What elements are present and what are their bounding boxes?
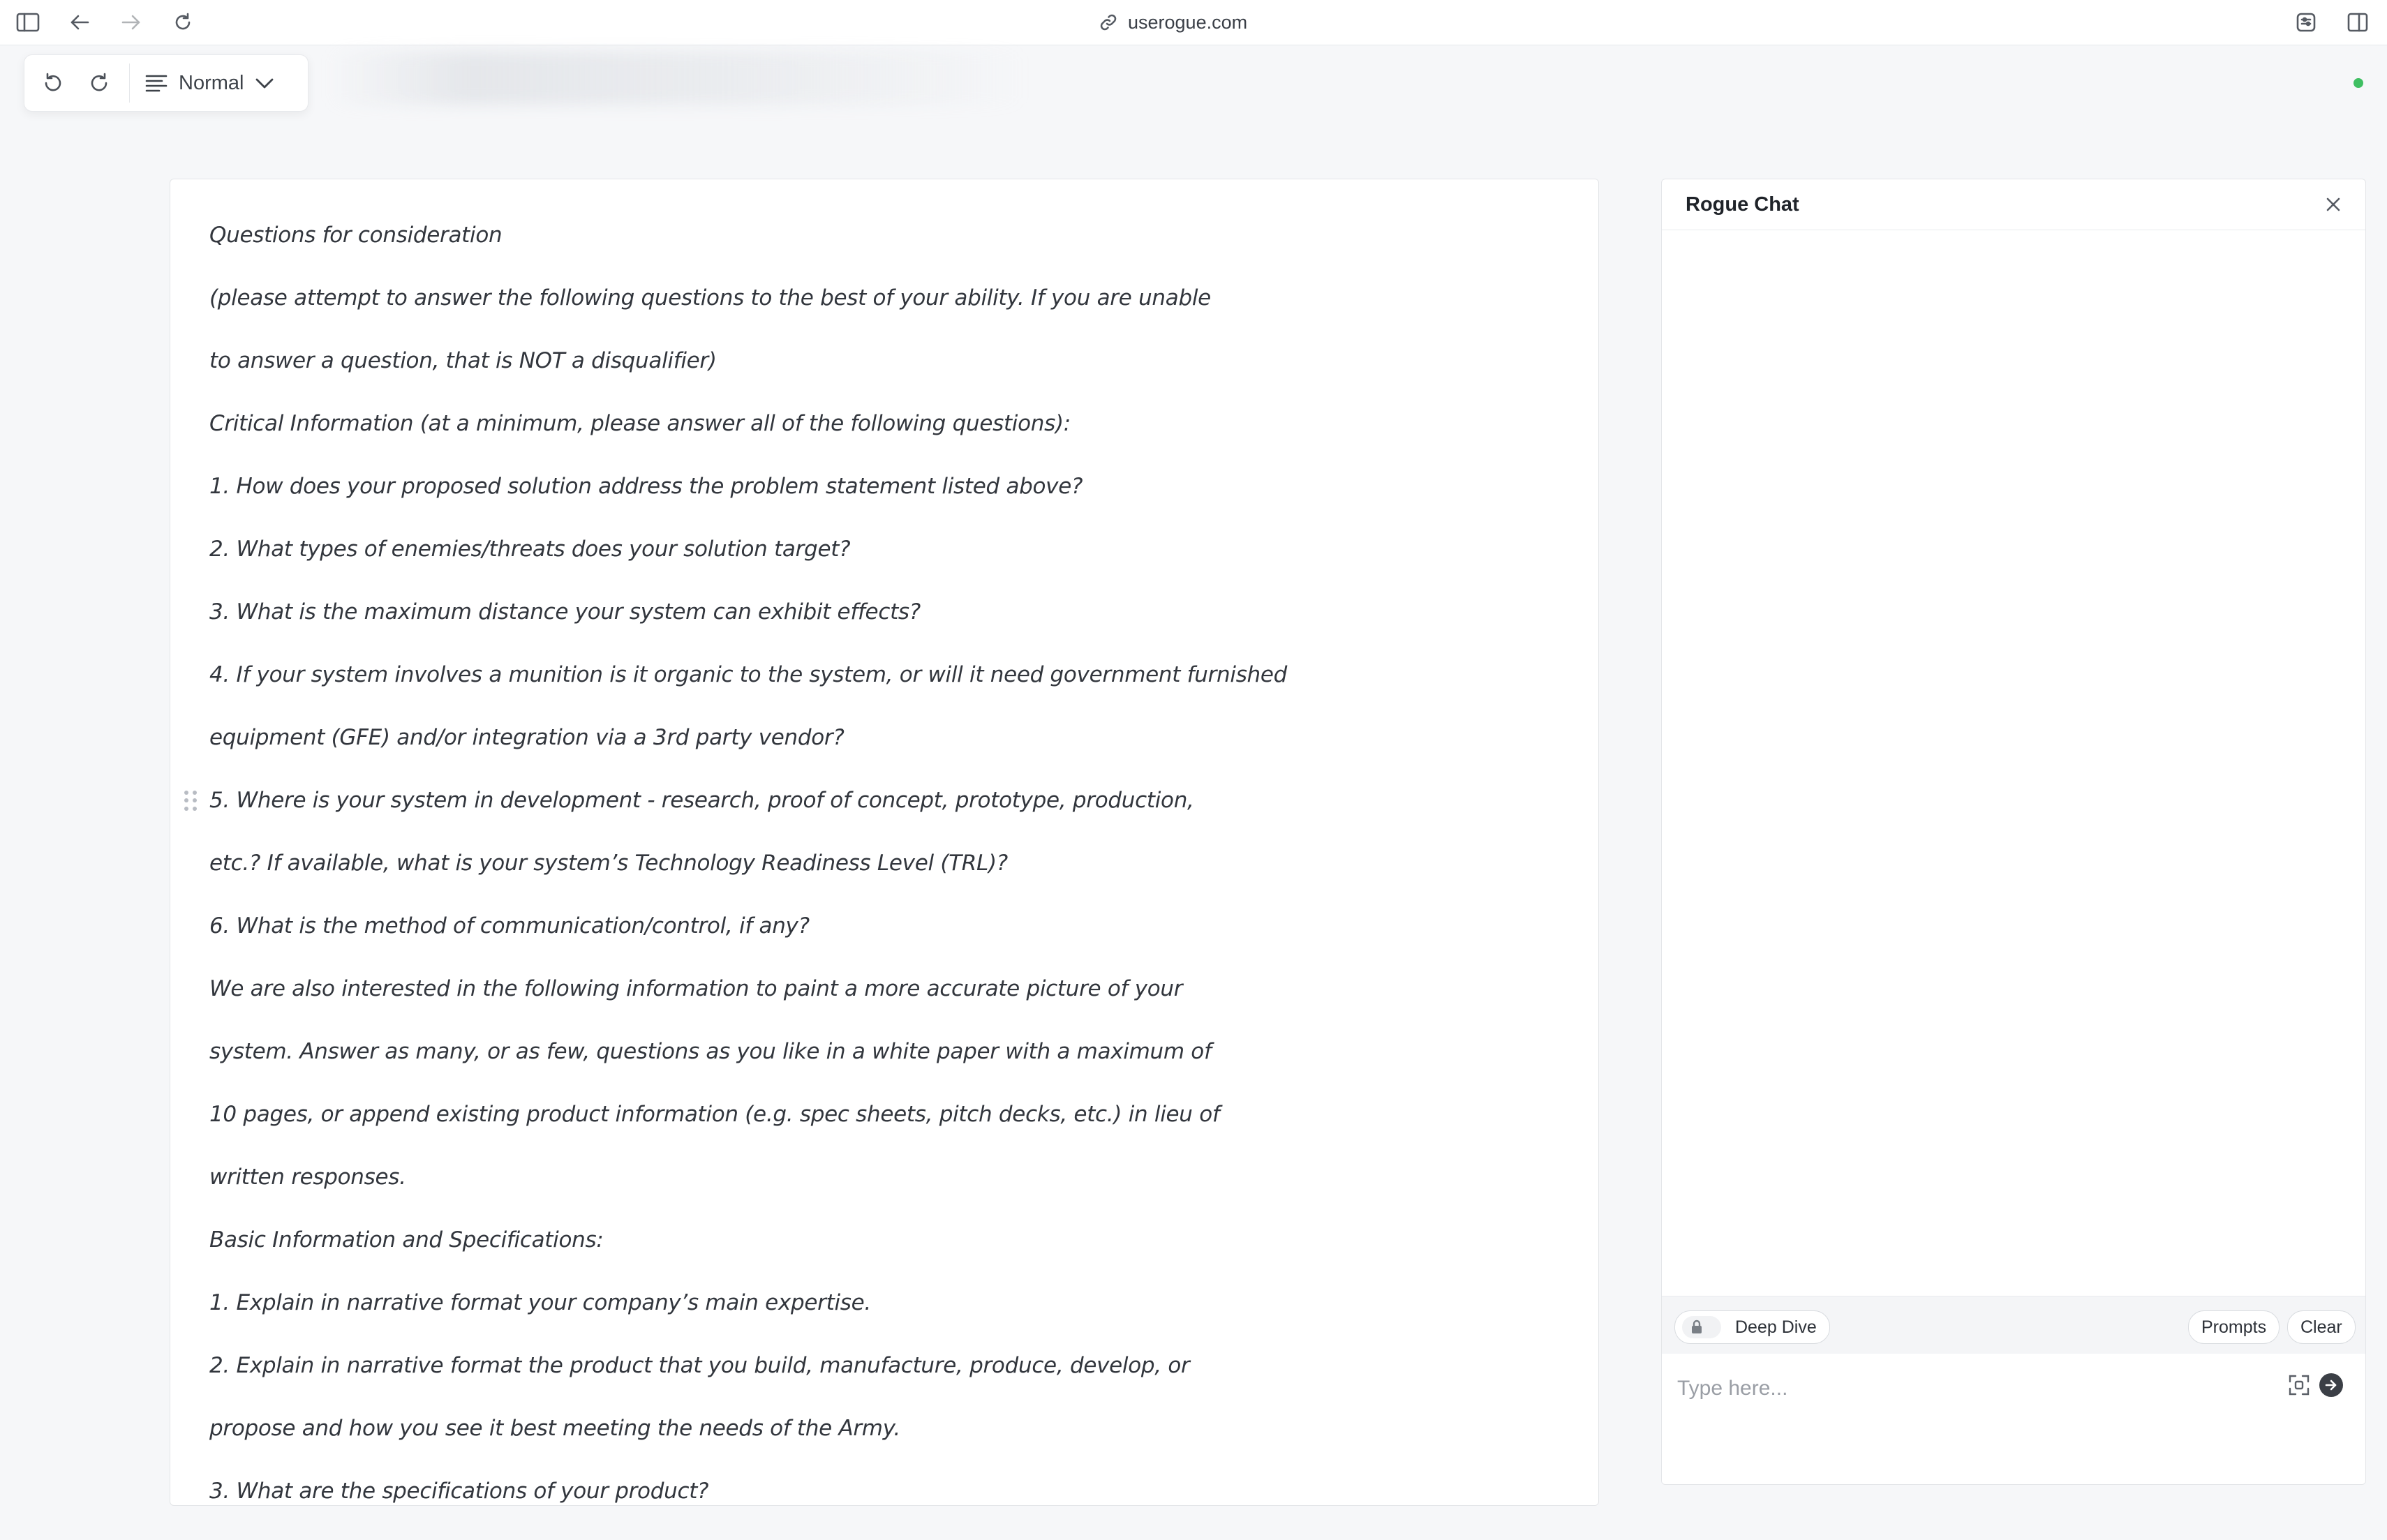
paragraph[interactable]: 3. What are the specifications of your product? [209, 1479, 709, 1504]
paragraph[interactable]: to answer a question, that is NOT a disqualifier) [209, 348, 717, 373]
paragraph[interactable]: We are also interested in the following information to paint a more accurate picture of your [209, 976, 1183, 1001]
paragraph[interactable]: etc.? If available, what is your system’s Technology Readiness Level (TRL)? [209, 851, 1008, 876]
clear-button[interactable]: Clear [2287, 1310, 2356, 1344]
toggle-switch[interactable] [1682, 1316, 1721, 1338]
paragraph[interactable]: 1. Explain in narrative format your company’s main expertise. [209, 1290, 871, 1315]
lock-icon [1690, 1320, 1703, 1335]
url-text: userogue.com [1128, 11, 1248, 33]
forward-icon[interactable] [119, 10, 144, 35]
paragraph[interactable]: 2. Explain in narrative format the product that you build, manufacture, produce, develop, or [209, 1353, 1190, 1378]
redo-icon [89, 72, 111, 94]
paragraph[interactable]: Critical Information (at a minimum, please answer all of the following questions): [209, 411, 1071, 436]
undo-icon [41, 72, 64, 94]
extension-icon[interactable] [2293, 10, 2319, 35]
toolbar-divider [129, 63, 130, 103]
sidebar-toggle-icon[interactable] [15, 10, 40, 35]
chat-input-area [1662, 1354, 2365, 1484]
close-icon[interactable] [2322, 193, 2344, 216]
expand-icon[interactable] [2287, 1373, 2311, 1397]
address-bar[interactable] [1099, 10, 1247, 35]
chat-panel [1661, 179, 2366, 1485]
paragraph[interactable]: 3. What is the maximum distance your system can exhibit effects? [209, 599, 921, 625]
document-editor[interactable] [170, 179, 1599, 1506]
paragraph[interactable]: 5. Where is your system in development - research, proof of concept, prototype, production, [209, 788, 1194, 813]
blurred-header [328, 52, 1026, 105]
split-view-icon[interactable] [2345, 10, 2370, 35]
paragraph[interactable]: 6. What is the method of communication/control, if any? [209, 913, 810, 939]
send-button[interactable] [2319, 1373, 2343, 1397]
document-body[interactable] [209, 221, 1570, 1540]
link-icon [1099, 13, 1118, 32]
arrow-right-icon [2324, 1379, 2338, 1391]
redo-button[interactable] [77, 61, 122, 105]
chat-messages [1662, 230, 2365, 1295]
prompts-button[interactable]: Prompts [2188, 1310, 2280, 1344]
back-icon[interactable] [67, 10, 92, 35]
chat-controls-bar [1662, 1296, 2365, 1354]
paragraph-lines-icon [145, 74, 168, 92]
browser-toolbar [0, 0, 2387, 45]
paragraph[interactable]: 1. How does your proposed solution address the problem statement listed above? [209, 474, 1083, 499]
connection-status-dot [2353, 78, 2363, 88]
paragraph[interactable]: equipment (GFE) and/or integration via a 3rd party vendor? [209, 725, 845, 750]
chat-title: Rogue Chat [1686, 193, 1799, 216]
chevron-down-icon [255, 77, 274, 89]
paragraph[interactable]: (please attempt to answer the following questions to the best of your ability. If you are unable [209, 285, 1211, 311]
paragraph[interactable]: 10 pages, or append existing product information (e.g. spec sheets, pitch decks, etc.) in lieu of [209, 1102, 1220, 1127]
deep-dive-toggle[interactable] [1674, 1310, 1830, 1344]
undo-button[interactable] [30, 61, 75, 105]
paragraph[interactable]: Basic Information and Specifications: [209, 1227, 604, 1253]
text-style-select[interactable] [138, 72, 281, 95]
paragraph[interactable]: written responses. [209, 1165, 406, 1190]
chat-header [1662, 179, 2365, 230]
paragraph[interactable]: system. Answer as many, or as few, questions as you like in a white paper with a maximum of [209, 1039, 1212, 1064]
drag-handle-icon[interactable] [184, 791, 197, 812]
paragraph[interactable]: 2. What types of enemies/threats does your solution target? [209, 537, 851, 562]
deep-dive-label: Deep Dive [1735, 1317, 1817, 1337]
paragraph[interactable]: Questions for consideration [209, 223, 503, 248]
editor-toolbar [24, 54, 308, 112]
chat-input[interactable] [1676, 1370, 2237, 1407]
reload-icon[interactable] [170, 10, 195, 35]
paragraph[interactable]: 4. If your system involves a munition is it organic to the system, or will it need government furnished [209, 662, 1288, 687]
paragraph[interactable]: propose and how you see it best meeting the needs of the Army. [209, 1416, 900, 1441]
text-style-value: Normal [179, 71, 244, 94]
